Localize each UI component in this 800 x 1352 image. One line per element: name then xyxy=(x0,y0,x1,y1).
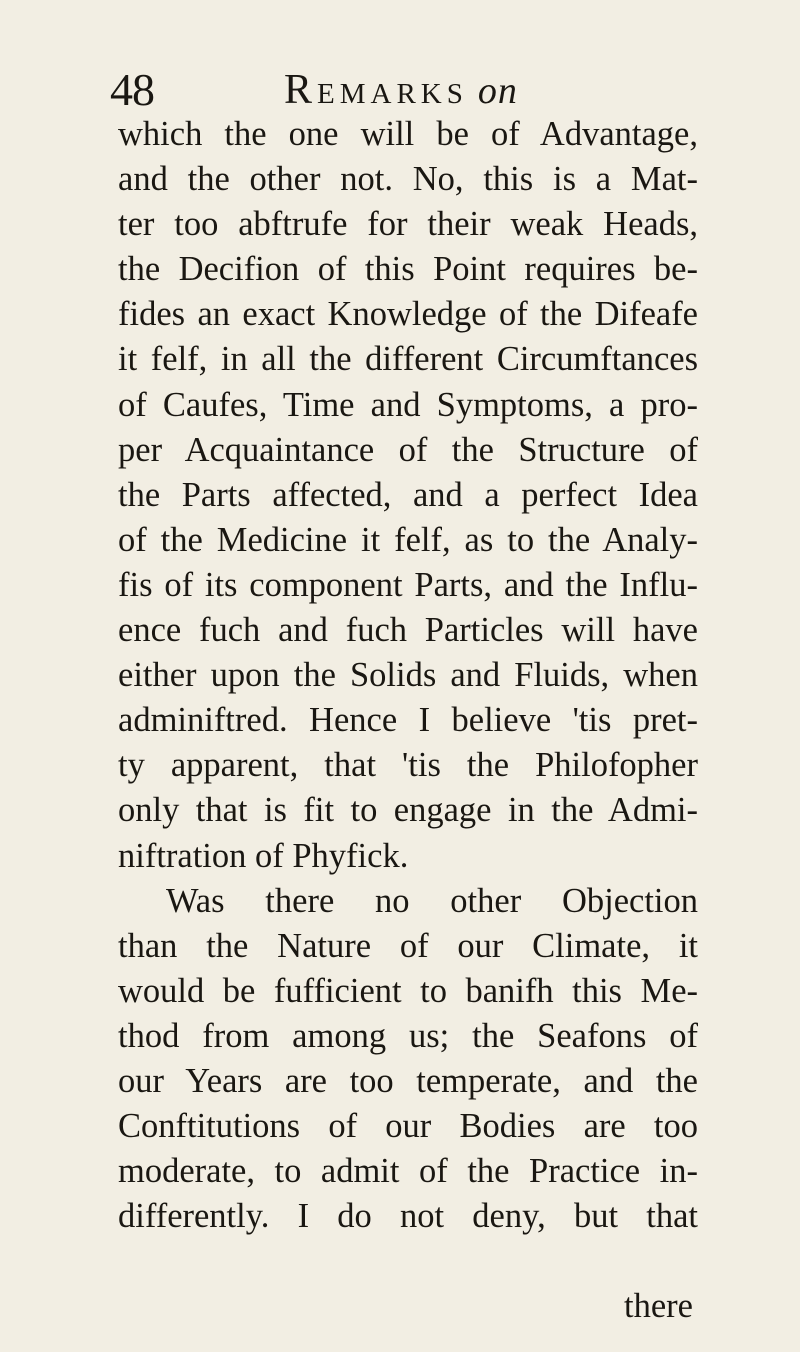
text-line-paragraph-start: Was there no other Objection xyxy=(166,881,698,920)
running-head-italic: on xyxy=(477,70,518,112)
text-line: Conftitutions of our Bodies are too xyxy=(118,1107,698,1146)
text-line: would be fufficient to banifh this Me- xyxy=(118,971,698,1010)
text-line: moderate, to admit of the Practice in- xyxy=(118,1152,698,1191)
text-line: the Decifion of this Point requires be- xyxy=(118,250,698,289)
text-line: fides an exact Knowledge of the Difeafe xyxy=(118,295,698,334)
text-line: differently. I do not deny, but that xyxy=(118,1197,698,1236)
text-line: ence fuch and fuch Particles will have xyxy=(118,611,698,650)
text-line: adminiftred. Hence I believe 'tis pret- xyxy=(118,701,698,740)
text-line-paragraph-end: niftration of Phyfick. xyxy=(118,836,409,875)
text-line: only that is fit to engage in the Admi- xyxy=(118,791,698,830)
page-header xyxy=(110,62,730,118)
page-number: 48 xyxy=(110,64,154,115)
body-text xyxy=(118,112,698,1239)
text-line: ter too abftrufe for their weak Heads, xyxy=(118,205,698,244)
text-line: thod from among us; the Seafons of xyxy=(118,1016,698,1055)
text-line: and the other not. No, this is a Mat- xyxy=(118,160,698,199)
text-line: of the Medicine it felf, as to the Analy- xyxy=(118,520,698,559)
text-line: than the Nature of our Climate, it xyxy=(118,926,698,965)
text-line: of Caufes, Time and Symptoms, a pro- xyxy=(118,385,698,424)
text-line: which the one will be of Advantage, xyxy=(118,115,698,153)
text-line: either upon the Solids and Fluids, when xyxy=(118,656,698,695)
text-line: ty apparent, that 'tis the Philofopher xyxy=(118,746,698,785)
text-line: per Acquaintance of the Structure of xyxy=(118,430,698,469)
text-line: our Years are too temperate, and the xyxy=(118,1061,698,1100)
running-head-title: Remarks xyxy=(284,67,468,113)
text-line: it felf, in all the different Circumftances xyxy=(118,340,698,379)
text-line: the Parts affected, and a perfect Idea xyxy=(118,475,698,514)
running-head xyxy=(284,62,518,119)
catchword: there xyxy=(624,1287,693,1325)
text-line: fis of its component Parts, and the Influ- xyxy=(118,565,698,604)
